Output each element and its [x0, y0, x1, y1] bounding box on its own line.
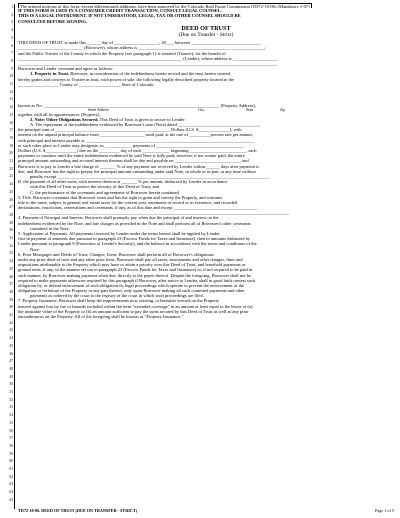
line-number: 37: [9, 282, 13, 287]
section-heading: 1. Property in Trust.: [30, 71, 70, 77]
line-number: 44: [9, 336, 13, 341]
line-number: 7: [11, 51, 13, 56]
body-line: [18, 108, 394, 112]
body-line: penalty except ______________________________________________________________________________________________.: [30, 173, 270, 179]
body-line: payments to continue until the entire indebtedness evidenced by said Note is fully paid; however, if not sooner paid, the entire: [18, 153, 245, 159]
body-line: B. the payment of all other sums, with interest thereon at _______ % per annum, disbursed by Lender in accordance: [18, 179, 228, 185]
document-subtitle: (Due on Transfer - Strict): [178, 32, 234, 39]
document-body: [18, 3, 394, 319]
line-number: 56: [9, 428, 13, 433]
line-number: 5: [11, 35, 13, 40]
body-line: known as No. ______________________________________________________________________________ (Property Address),: [18, 102, 256, 108]
line-number: 34: [9, 259, 13, 264]
line-number: 15: [9, 112, 13, 117]
line-number: 17: [9, 128, 13, 133]
body-line: __________________ County of __________________, State of Colorado:: [18, 81, 155, 87]
body-line: indebtedness evidenced by the Note, and late charges as provided in the Note and shall perform all of Borrower's other covenants: [18, 220, 251, 226]
line-number: 61: [9, 467, 13, 471]
body-line: with principal and interest payable at ___________________________________________________________________________: [18, 137, 255, 143]
body-line: ground rents, if any, in the manner set out in paragraph 23 (Escrow Funds for Taxes and Insurance) or, if not required to be paid in: [18, 267, 253, 273]
line-number: 63: [9, 482, 13, 487]
line-number: 52: [9, 397, 13, 402]
section-heading: 2. Note: Other Obligations Secured.: [30, 116, 99, 122]
body-line: and the Public Trustee of the County in which the Property (see paragraph 1) is situated (Trustee); for the benefit of: [18, 50, 226, 56]
line-number: 54: [9, 413, 13, 418]
line-number: 65: [9, 497, 13, 502]
body-line: THIS DEED OF TRUST is made this ______ day of ____________________, 20___, between _______________________________: [18, 40, 261, 46]
body-line: under any prior deed of trust and any other prior liens. Borrower shall pay all taxes, assessments and other charges, fines and: [18, 256, 243, 262]
page-footer: [18, 508, 394, 514]
line-number: 32: [9, 243, 13, 248]
body-text: [18, 40, 394, 319]
body-line: Borrower is to pay to Lender a late charge of _______ % of any payment not received by Lender within ______ days after payment is: [18, 163, 260, 169]
line-number: 21: [9, 159, 13, 163]
line-number: 27: [9, 205, 13, 210]
line-number: 8: [11, 58, 13, 63]
line-number: 51: [9, 390, 13, 394]
line-number: 11: [9, 82, 13, 86]
line-number: 31: [9, 236, 13, 240]
header-notice-text: The printed portions of this form, except differentiated additions, have been approved by the Colorado Real Estate Commission (TD72-10-06) (Mandatory 1-07): [20, 4, 310, 9]
body-line: together with all its appurtenances (Property).: [18, 111, 101, 117]
line-number: 39: [9, 297, 13, 302]
body-line: Lender pursuant to paragraph 9 (Protection of Lender's Security), and the balance in accordance with the terms and conditions of the: [18, 241, 257, 247]
line-number: 12: [9, 89, 13, 94]
body-line: 4. Payment of Principal and Interest. Borrower shall promptly pay when due the principal of and interest on the: [18, 215, 219, 221]
line-number: 38: [9, 289, 13, 294]
line-number: 2: [11, 12, 13, 17]
line-number: 64: [9, 490, 13, 495]
line-number: 45: [9, 343, 13, 348]
body-line: _________________________________________________________________________ (Lender), whose address is ____________________: [18, 55, 278, 61]
body-line: 6. Prior Mortgages and Deeds of Trust; Charges; Liens. Borrower shall perform all of Borrower's obligations: [18, 251, 214, 257]
body-line: 7. Property Insurance. Borrower shall keep the improvements now existing, or hereafter erected on the Property: [18, 298, 220, 304]
line-number: 43: [9, 328, 13, 333]
body-line: 1. Property in Trust. Borrower, in consideration of the indebtedness herein recited and the trust herein created,: [30, 71, 232, 77]
footer-form-id: TD72-10-06. DEED OF TRUST (DUE ON TRANSFER - STRICT): [18, 508, 138, 513]
line-number: 42: [9, 320, 13, 325]
line-number: 18: [9, 135, 13, 140]
body-line: hereby grants and conveys to Trustee in trust, with power of sale, the following legally described property located in the: [18, 76, 235, 82]
address-label-street: Street Address: [88, 107, 109, 112]
line-number: 49: [9, 374, 13, 379]
line-number: 9: [11, 66, 13, 71]
body-line: _____________________________ (Borrower), whose address is ________________________________________________________;: [18, 45, 266, 51]
line-number: 60: [9, 459, 13, 464]
body-line: contained in the Note.: [30, 225, 70, 231]
line-number: 40: [9, 305, 13, 310]
body-line: Borrower and Lender covenant and agree as follows:: [18, 66, 114, 72]
body-line: due, and Borrower has the right to prepay the principal amount outstanding under said Note, in whole or in part, at any time without: [18, 168, 256, 174]
body-line: principal amount outstanding and accrued interest thereon shall be due and payable on _____________________________, and: [18, 158, 249, 164]
line-number: 36: [9, 274, 13, 279]
body-line: interest on the unpaid principal balance from ____________________ until paid, at the rate of _________ percent rate per annum,: [18, 132, 253, 138]
body-line: the principal sum of ___________________________________________________ Dollars (U.S. $______________), with: [18, 127, 242, 133]
line-number: 41: [9, 313, 13, 317]
body-line: C. the performance of the covenants and agreements of Borrower herein contained.: [30, 189, 180, 195]
line-number: 19: [9, 143, 13, 148]
line-number-gutter: [4, 4, 15, 509]
line-number: 29: [9, 220, 13, 225]
line-number: 46: [9, 351, 13, 356]
line-number: 30: [9, 228, 13, 233]
line-number: 10: [9, 74, 13, 79]
body-line: Note.: [30, 246, 40, 252]
body-line: impositions attributable to the Property which may have or attain a priority over this Deed of Trust, and leasehold payments or: [18, 262, 246, 268]
line-number: 3: [11, 20, 13, 25]
body-line: such manner, by Borrower making payment when due, directly to the payee thereof. Despite the foregoing, Borrower shall not be: [18, 272, 251, 278]
body-line: or such other place as Lender may designate, in ____________ payments of _______________________________________: [18, 142, 244, 148]
body-line: encumbrances on the Property. All of the foregoing shall be known as "Property Insurance.": [18, 314, 184, 319]
document-title: DEED OF TRUST: [181, 24, 231, 32]
body-line: 3. Title. Borrower covenants that Borrower owns and has the right to grant and convey the Property, and warrants: [18, 194, 223, 200]
body-line: the insurable value of the Property or (b) an amount sufficient to pay the sums secured by this Deed of Trust as well as any prior: [18, 308, 249, 314]
body-line: 2. Note: Other Obligations Secured. This Deed of Trust is given to secure to Lender:: [30, 116, 186, 122]
line-number: 16: [9, 120, 13, 125]
body-line: ___________________________________________________________________________________________________________________.: [18, 61, 278, 66]
line-number: 58: [9, 443, 13, 448]
line-number: 59: [9, 451, 13, 456]
line-number: 53: [9, 405, 13, 410]
body-line: A. The repayment of the indebtedness evidenced by Borrower's note (Note) dated ____________________________________,: [30, 122, 261, 128]
line-number: 24: [9, 182, 13, 187]
body-line: 5. Application of Payments. All payments received by Lender under the terms hereof shall be applied by Lender: [18, 231, 220, 236]
address-label-zip: Zip: [280, 107, 285, 112]
body-line: with this Deed of Trust to protect the security of this Deed of Trust; and: [30, 184, 159, 190]
line-number: 33: [9, 251, 13, 256]
body-line: title to the same, subject to general real estate taxes for the current year, easements of record or in existence, and recorded: [18, 199, 237, 205]
line-number: 62: [9, 474, 13, 479]
line-number: 47: [9, 359, 13, 364]
line-number: 48: [9, 366, 13, 371]
body-line: required to make payments otherwise required by this paragraph if Borrower, after notice to Lender, shall in good faith contest such: [18, 277, 256, 283]
address-label-city: City: [198, 107, 205, 112]
line-number: 13: [9, 97, 13, 102]
line-number: 26: [9, 197, 13, 202]
body-line: payments as ordered by the court to the registry of the court in which such proceedings are filed.: [30, 293, 204, 299]
line-number: 14: [9, 105, 13, 110]
line-number: 55: [9, 420, 13, 425]
address-label-state: State: [246, 107, 254, 112]
body-line: obligation or forfeiture of the Property or any part thereof, only upon Borrower making all such contested payments and other: [18, 288, 245, 294]
warning-line-2: THIS IS A LEGAL INSTRUMENT. IF NOT UNDERSTOOD, LEGAL, TAX OR OTHER COUNSEL SHOULD BE: [18, 13, 241, 19]
line-number: 57: [9, 436, 13, 441]
warning-line-3: CONSULTED BEFORE SIGNING.: [18, 18, 87, 24]
line-number: 25: [9, 189, 13, 194]
body-line: ___________________________________________________________________________________________________________________.: [30, 210, 290, 216]
body-line: declarations, restrictions, reservations and covenants, if any, as of this date and except _____________________________________: [18, 205, 258, 211]
line-number: 50: [9, 382, 13, 387]
body-line: obligation by, or defend enforcement of such obligation in, legal proceedings which operate to prevent the enforcement of the: [18, 282, 245, 288]
line-number: 4: [11, 28, 13, 33]
warning-line-1: IF THIS FORM IS USED IN A CONSUMER CREDIT TRANSACTION, CONSULT LEGAL COUNSEL.: [18, 8, 222, 14]
line-number: 35: [9, 266, 13, 271]
line-number: 6: [11, 43, 13, 48]
line-number: 20: [9, 151, 13, 156]
body-line: Dollars (U.S. $______________) due on the _________ day of each ____________ beginning _________________________, such: [18, 148, 257, 153]
line-number: 23: [9, 174, 13, 179]
line-number: 28: [9, 212, 13, 217]
body-line: insured against loss by fire or hazards included within the term "extended coverage" in an amount at least equal to the lesser of (a): [18, 303, 253, 309]
line-number: 22: [9, 166, 13, 171]
line-number: 1: [11, 5, 13, 9]
footer-page-number: Page 1 of 5: [375, 508, 394, 513]
body-line: first in payment of amounts due pursuant to paragraph 23 (Escrow Funds for Taxes and Insurance), then to amounts disbursed by: [18, 236, 251, 242]
